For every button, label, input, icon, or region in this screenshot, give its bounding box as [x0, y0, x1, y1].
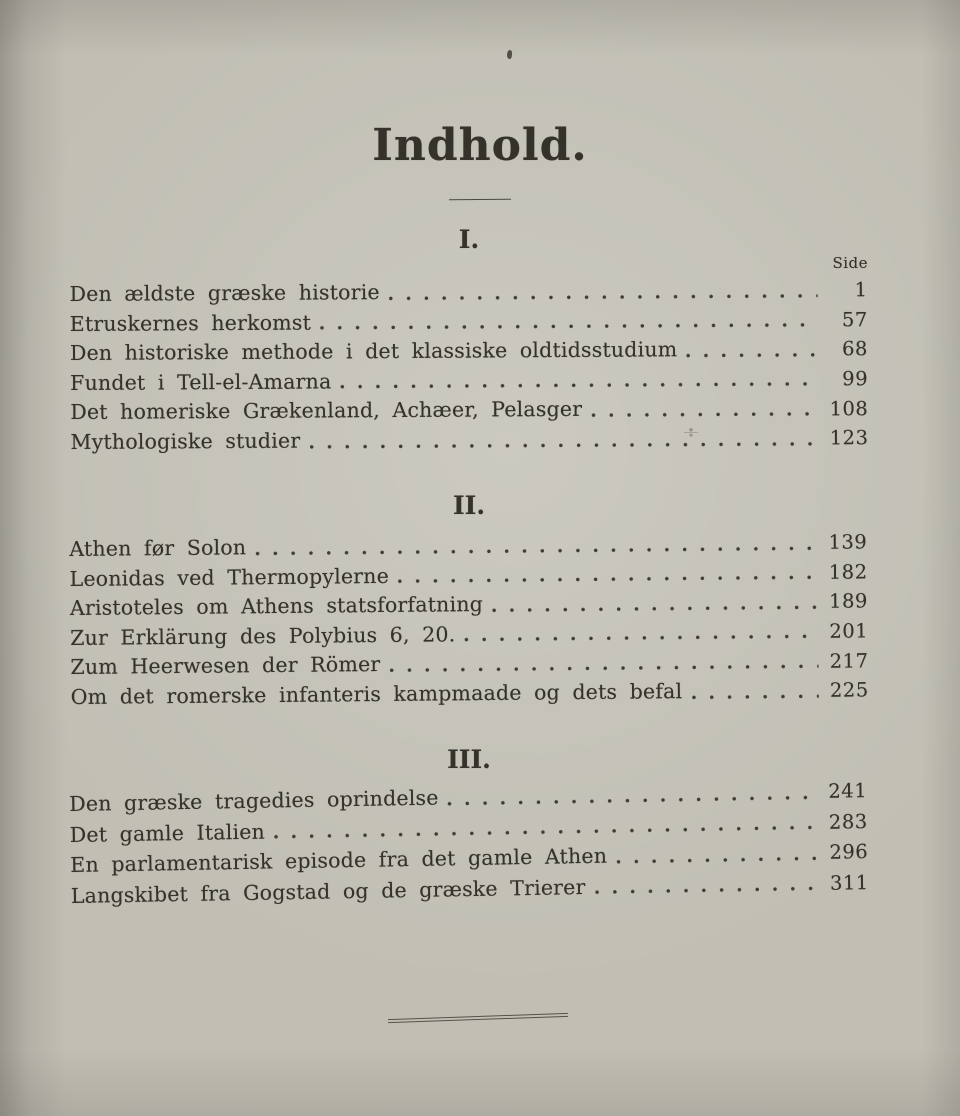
toc-entry-label: Mythologiske studier [70, 428, 301, 454]
toc-section-3 [0, 747, 960, 908]
toc-entry-label: Zum Heerwesen der Römer [70, 651, 381, 679]
toc-entry-page: 225 [829, 678, 869, 702]
dot-leader [464, 634, 818, 642]
dot-leader [691, 693, 818, 699]
toc-rows-1 [69, 272, 868, 454]
toc-entry-label: Om det romerske infanteris kampmaade og dets befal [70, 678, 683, 709]
toc-entry-page: 296 [829, 840, 869, 865]
dot-leader [398, 575, 818, 584]
bottom-divider [388, 1013, 568, 1023]
dot-leader [389, 293, 818, 301]
toc-entry-page: 217 [829, 648, 869, 672]
toc-section-2 [0, 490, 960, 710]
dot-leader [340, 382, 818, 390]
dot-leader [255, 545, 817, 555]
dot-leader [591, 411, 818, 417]
toc-entry-page: 99 [842, 367, 869, 391]
toc-entry-page: 108 [829, 396, 869, 420]
toc-entry-label: Fundet i Tell-el-Amarna [70, 369, 332, 395]
toc-entry-page: 283 [828, 809, 868, 834]
toc-entry-label: Den historiske methode i det klassiske oldtidsstudium [69, 337, 678, 366]
toc-entry-page: 123 [829, 426, 869, 450]
section-heading-3: III. [447, 745, 491, 775]
toc-rows-3 [69, 772, 869, 908]
toc-section-1 [0, 227, 960, 455]
dot-leader [309, 441, 818, 449]
toc-entry-page: 189 [829, 589, 868, 613]
toc-entry [70, 302, 868, 336]
section-heading-1: I. [458, 225, 480, 254]
toc-entry-page: 241 [828, 779, 868, 804]
side-column-header: Side [832, 254, 868, 272]
dot-leader [595, 886, 819, 895]
toc-entry-label: Den ældste græske historie [69, 280, 380, 307]
section-heading-2: II. [452, 490, 486, 520]
toc-entry-page: 68 [842, 337, 868, 361]
toc-entry-label: Athen før Solon [69, 534, 247, 561]
toc-entry-label: Det gamle Italien [69, 819, 266, 847]
toc-entry-label: Aristoteles om Athens statsforfatning [69, 591, 484, 620]
toc-entry [70, 331, 868, 365]
dot-leader [616, 856, 818, 865]
toc-entry [69, 272, 867, 306]
toc-entry-label: Det homeriske Grækenland, Achæer, Pelasger [70, 397, 583, 425]
toc-entry-page: 139 [828, 530, 868, 554]
toc-entry-page: 1 [854, 278, 868, 302]
toc-entry-page: 57 [841, 307, 868, 332]
title-divider [449, 199, 511, 200]
toc-rows-2 [69, 524, 869, 709]
toc-entry [70, 361, 868, 395]
toc-entry-page: 311 [829, 871, 869, 895]
dot-leader [686, 352, 818, 358]
toc-entry [70, 420, 868, 454]
dot-leader [389, 663, 818, 672]
dot-leader [492, 604, 818, 612]
toc-entry-page: 201 [829, 618, 869, 643]
toc-entry-page: 182 [828, 559, 868, 584]
toc-entry-label: Leonidas ved Thermopylerne [69, 563, 390, 591]
toc-entry-label: En parlamentarisk episode fra det gamle Athen [70, 843, 608, 878]
dot-leader [320, 323, 818, 331]
toc-entry-label: Zur Erklärung des Polybius 6, 20. [70, 621, 456, 650]
toc-entry-label: Etruskernes herkomst [69, 310, 312, 336]
toc-entry [70, 390, 868, 424]
toc-entry-label: Den græske tragedies oprindelse [69, 785, 439, 817]
toc-entry-label: Langskibet fra Gogstad og de græske Trierer [70, 874, 586, 908]
page-title: Indhold. [372, 120, 588, 171]
